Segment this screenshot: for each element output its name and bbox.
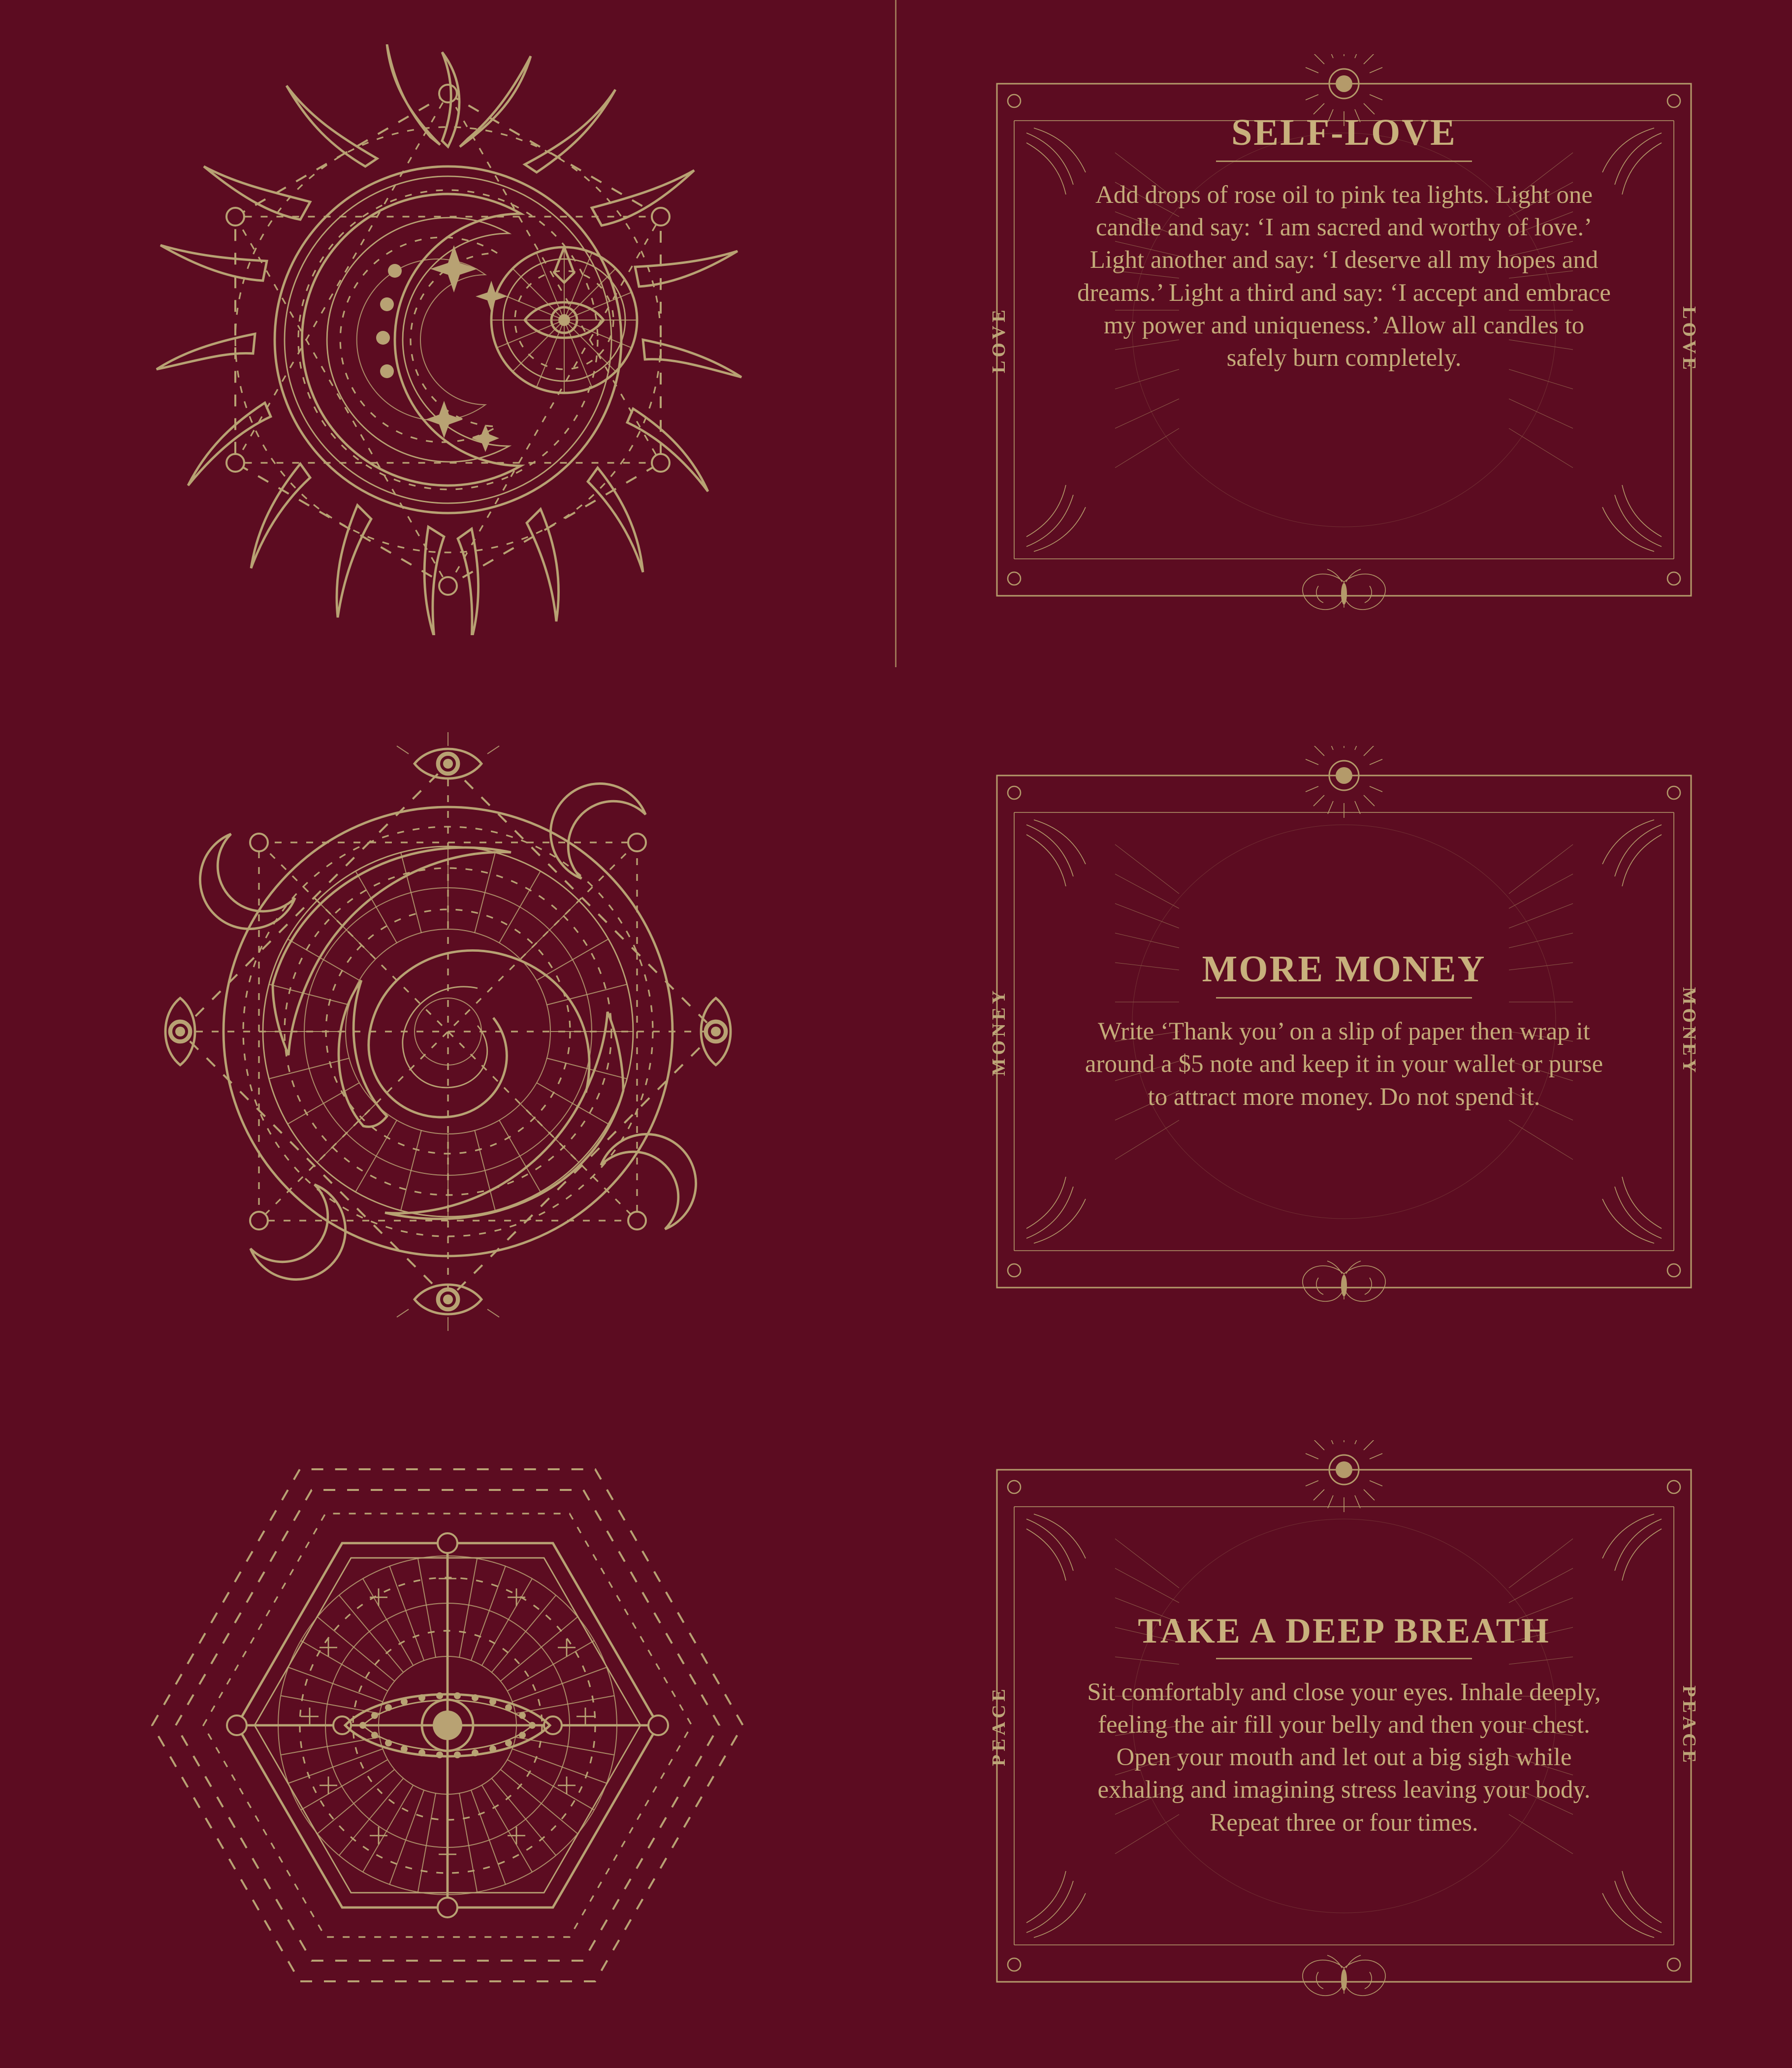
card-text: Add drops of rose oil to pink tea lights. Light one candle and say: ‘I am sacred and worthy of love.’ Light another and say: ‘I deserve all my hopes and dreams.’ Light a third and say: ‘I accept and embrace my power and uniqueness.’ Allow all candles to safely burn completely. xyxy=(1077,181,1611,372)
card-title: MORE MONEY xyxy=(1202,948,1486,990)
sun-crescent-moon-compass-sigil xyxy=(123,44,773,635)
hexagon-eye-sigil xyxy=(121,1438,775,2014)
card-cell-1 xyxy=(896,0,1792,679)
card-text: Sit comfortably and close your eyes. Inhale deeply, feeling the air fill your belly and then your chest. Open your mouth and let out a big sigh while exhaling and imagining stress leaving your body. Repeat three or four times. xyxy=(1087,1678,1601,1837)
ritual-card-self-love xyxy=(967,54,1721,625)
sigil-cell-3 xyxy=(0,1384,896,2068)
card-content xyxy=(1031,1440,1657,2011)
card-cell-3 xyxy=(896,1384,1792,2068)
card-title: TAKE A DEEP BREATH xyxy=(1138,1611,1550,1650)
ritual-card-more-money xyxy=(967,746,1721,1317)
ritual-card-take-a-deep-breath xyxy=(967,1440,1721,2011)
sigil-cell-2 xyxy=(0,679,896,1384)
side-word-left: MONEY xyxy=(989,987,1009,1076)
card-content xyxy=(1031,54,1657,625)
sigil-cell-1 xyxy=(0,0,896,679)
side-word-left: PEACE xyxy=(989,1685,1009,1766)
title-rule xyxy=(1216,161,1472,162)
side-word-left: LOVE xyxy=(989,306,1009,373)
side-word-right: MONEY xyxy=(1679,987,1699,1076)
title-rule xyxy=(1216,997,1472,999)
card-cell-2 xyxy=(896,679,1792,1384)
title-rule xyxy=(1216,1658,1472,1659)
spiral-eyes-crescents-sigil xyxy=(138,726,758,1337)
card-content xyxy=(1031,746,1657,1317)
card-title: SELF-LOVE xyxy=(1231,112,1457,153)
card-text: Write ‘Thank you’ on a slip of paper then wrap it around a $5 note and keep it in your wallet or purse to attract more money. Do not spend it. xyxy=(1085,1017,1603,1111)
side-word-right: PEACE xyxy=(1679,1685,1699,1766)
side-word-right: LOVE xyxy=(1679,306,1699,373)
